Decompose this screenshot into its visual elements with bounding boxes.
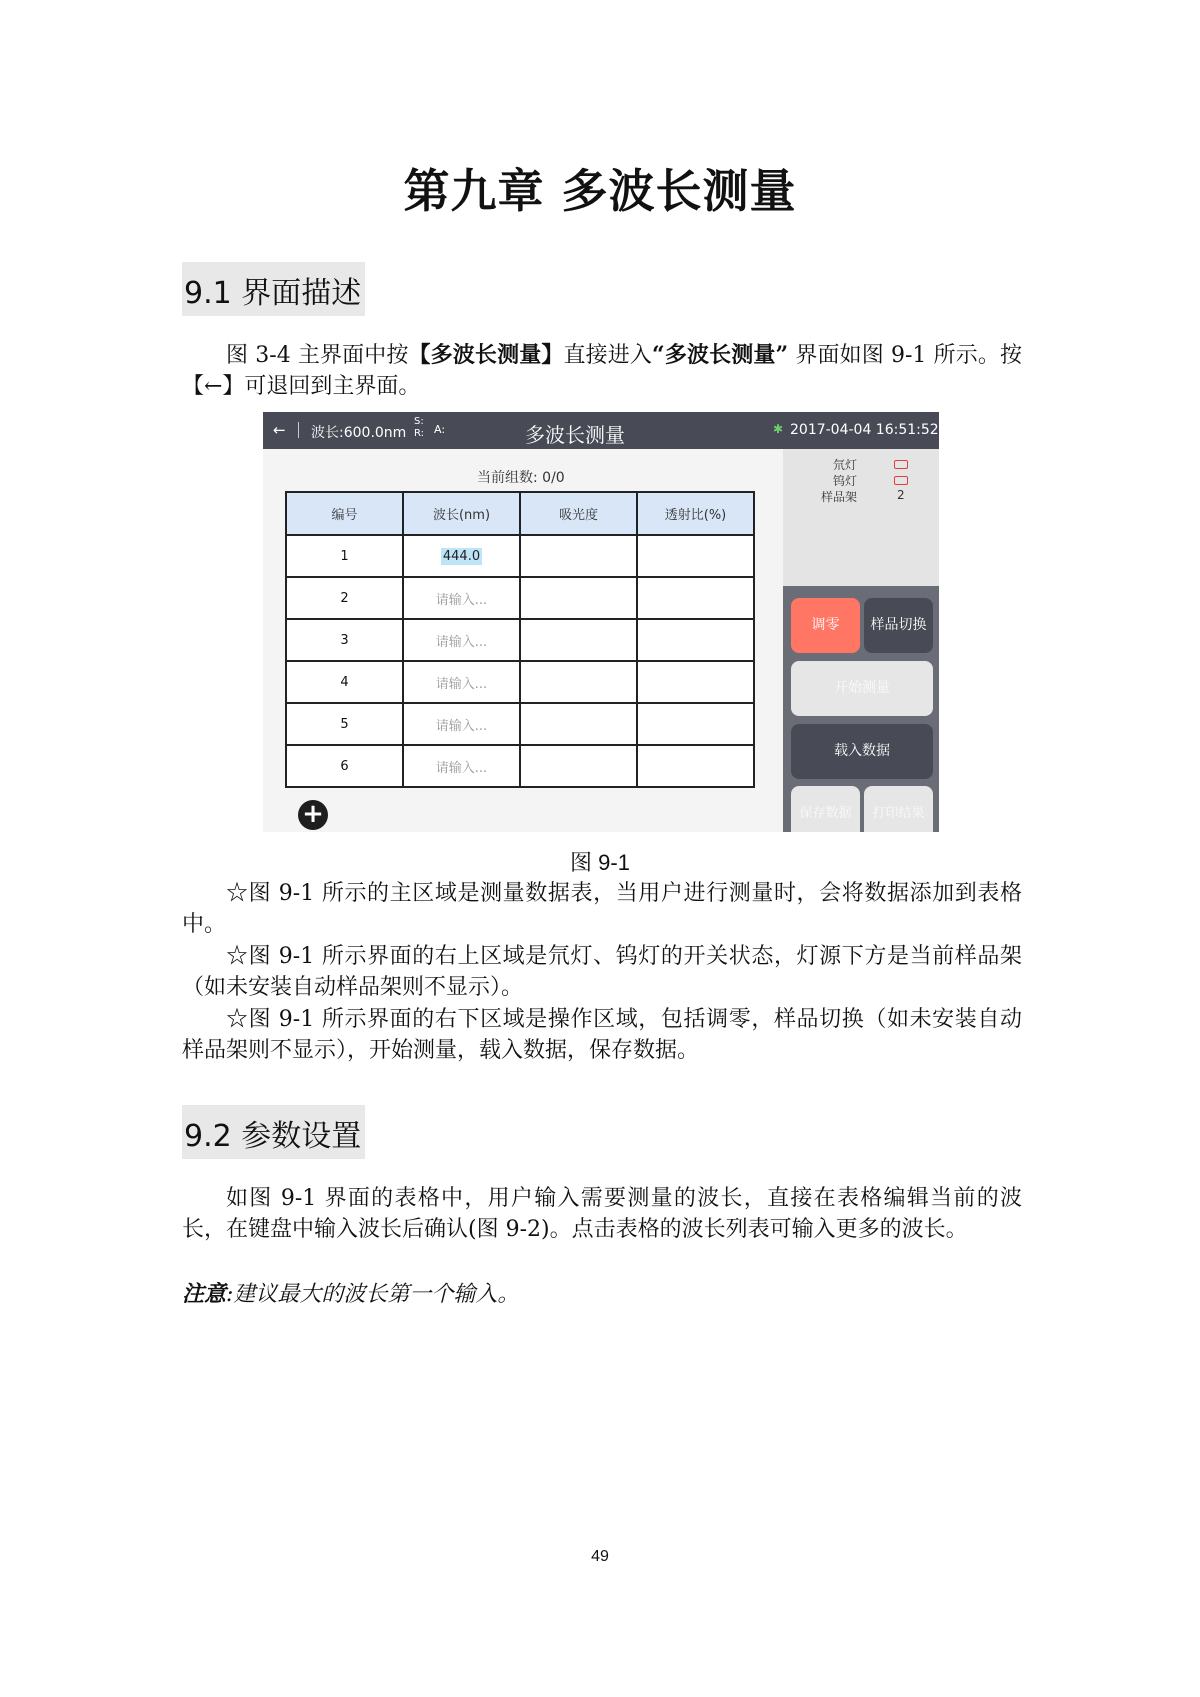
xenon-lamp-indicator-icon — [894, 460, 908, 469]
sample-switch-button[interactable]: 样品切换 — [864, 598, 933, 653]
cell-transmittance — [637, 745, 754, 787]
table-row — [286, 661, 754, 703]
cell-number: 2 — [286, 577, 403, 619]
cell-absorbance — [520, 577, 637, 619]
intro-paragraph — [182, 340, 1022, 402]
zero-button[interactable]: 调零 — [791, 598, 860, 653]
bullet-main-area: ☆图 9-1 所示的主区域是测量数据表，当用户进行测量时，会将数据添加到表格中。 — [182, 881, 1022, 937]
cell-number: 4 — [286, 661, 403, 703]
table-row — [286, 619, 754, 661]
top-bar — [263, 412, 939, 449]
wavelength-input[interactable]: 请输入... — [403, 619, 520, 661]
cell-number: 5 — [286, 703, 403, 745]
lamp-status-panel — [783, 449, 939, 586]
col-header-wavelength: 波长(nm) — [403, 492, 520, 535]
intro-bold-screen-name: “多波长测量” — [652, 342, 789, 368]
xenon-lamp-label: 氘灯 — [833, 458, 858, 472]
topbar-divider — [298, 422, 299, 438]
sample-rack-label: 样品架 — [821, 490, 858, 504]
bluetooth-icon: ✱ — [773, 422, 784, 436]
col-header-absorbance: 吸光度 — [520, 492, 637, 535]
plus-circle-icon[interactable]: + — [298, 800, 328, 830]
table-row — [286, 535, 754, 577]
cell-number: 6 — [286, 745, 403, 787]
tungsten-lamp-indicator-icon — [894, 476, 908, 485]
intro-text-post: 界面如图 9-1 所示。按【←】可退回到主界面。 — [182, 343, 1022, 399]
wavelength-value: 444.0 — [442, 548, 481, 564]
back-arrow-icon[interactable]: ← — [273, 421, 286, 439]
section2-paragraph: 如图 9-1 界面的表格中，用户输入需要测量的波长，直接在表格编辑当前的波长，在键盘中输入波长后确认(图 9-2)。点击表格的波长列表可输入更多的波长。 — [182, 1186, 1022, 1242]
print-result-button[interactable]: 打印结果 — [864, 786, 933, 832]
table-row — [286, 745, 754, 787]
table-header-row — [286, 492, 754, 535]
sample-rack-value: 2 — [897, 488, 905, 502]
save-data-button[interactable]: 保存数据 — [791, 786, 860, 832]
note-label: 注意 — [182, 1281, 227, 1307]
col-header-number: 编号 — [286, 492, 403, 535]
measurement-table — [285, 491, 755, 788]
cell-transmittance — [637, 661, 754, 703]
cell-absorbance — [520, 619, 637, 661]
intro-text-mid: 直接进入 — [563, 343, 653, 368]
bullet-lamp-area: ☆图 9-1 所示界面的右上区域是氘灯、钨灯的开关状态，灯源下方是当前样品架（如未安装自动样品架则不显示）。 — [182, 944, 1022, 1000]
cell-absorbance — [520, 703, 637, 745]
cell-transmittance — [637, 703, 754, 745]
section-heading-9-2: 9.2 参数设置 — [182, 1105, 365, 1159]
chapter-title: 第九章 多波长测量 — [403, 164, 797, 218]
intro-text-pre: 图 3-4 主界面中按 — [226, 343, 409, 368]
screen-title: 多波长测量 — [525, 423, 625, 447]
s-label: S: — [414, 416, 424, 427]
wavelength-input[interactable] — [403, 535, 520, 577]
cell-transmittance — [637, 535, 754, 577]
side-panel — [783, 449, 939, 832]
wavelength-readout: 波长:600.0nm — [311, 425, 407, 441]
note-text: :建议最大的波长第一个输入。 — [226, 1282, 520, 1307]
wavelength-input[interactable]: 请输入... — [403, 745, 520, 787]
wavelength-input[interactable]: 请输入... — [403, 577, 520, 619]
table-row — [286, 703, 754, 745]
group-count: 当前组数: 0/0 — [477, 470, 565, 486]
datetime: 2017-04-04 16:51:52 — [790, 422, 939, 438]
bullet-operation-area: ☆图 9-1 所示界面的右下区域是操作区域，包括调零，样品切换（如未安装自动样品架则不显示），开始测量，载入数据，保存数据。 — [182, 1007, 1022, 1063]
intro-bold-button-name: 【多波长测量】 — [408, 342, 564, 368]
sr-labels — [414, 416, 424, 440]
note — [182, 1277, 519, 1308]
r-label: R: — [414, 428, 425, 439]
a-label: A: — [434, 423, 446, 436]
cell-absorbance — [520, 745, 637, 787]
figure-caption: 图 9-1 — [570, 850, 630, 875]
cell-absorbance — [520, 661, 637, 703]
cell-number: 3 — [286, 619, 403, 661]
cell-absorbance — [520, 535, 637, 577]
table-row — [286, 577, 754, 619]
cell-transmittance — [637, 577, 754, 619]
cell-transmittance — [637, 619, 754, 661]
cell-number: 1 — [286, 535, 403, 577]
page-number: 49 — [591, 1548, 609, 1565]
wavelength-input[interactable]: 请输入... — [403, 703, 520, 745]
start-measure-button[interactable]: 开始测量 — [791, 661, 933, 716]
load-data-button[interactable]: 载入数据 — [791, 724, 933, 779]
section-heading-9-1: 9.1 界面描述 — [182, 262, 365, 316]
col-header-transmittance: 透射比(%) — [637, 492, 754, 535]
multi-wavelength-screenshot — [263, 412, 939, 832]
tungsten-lamp-label: 钨灯 — [833, 474, 858, 488]
wavelength-input[interactable]: 请输入... — [403, 661, 520, 703]
